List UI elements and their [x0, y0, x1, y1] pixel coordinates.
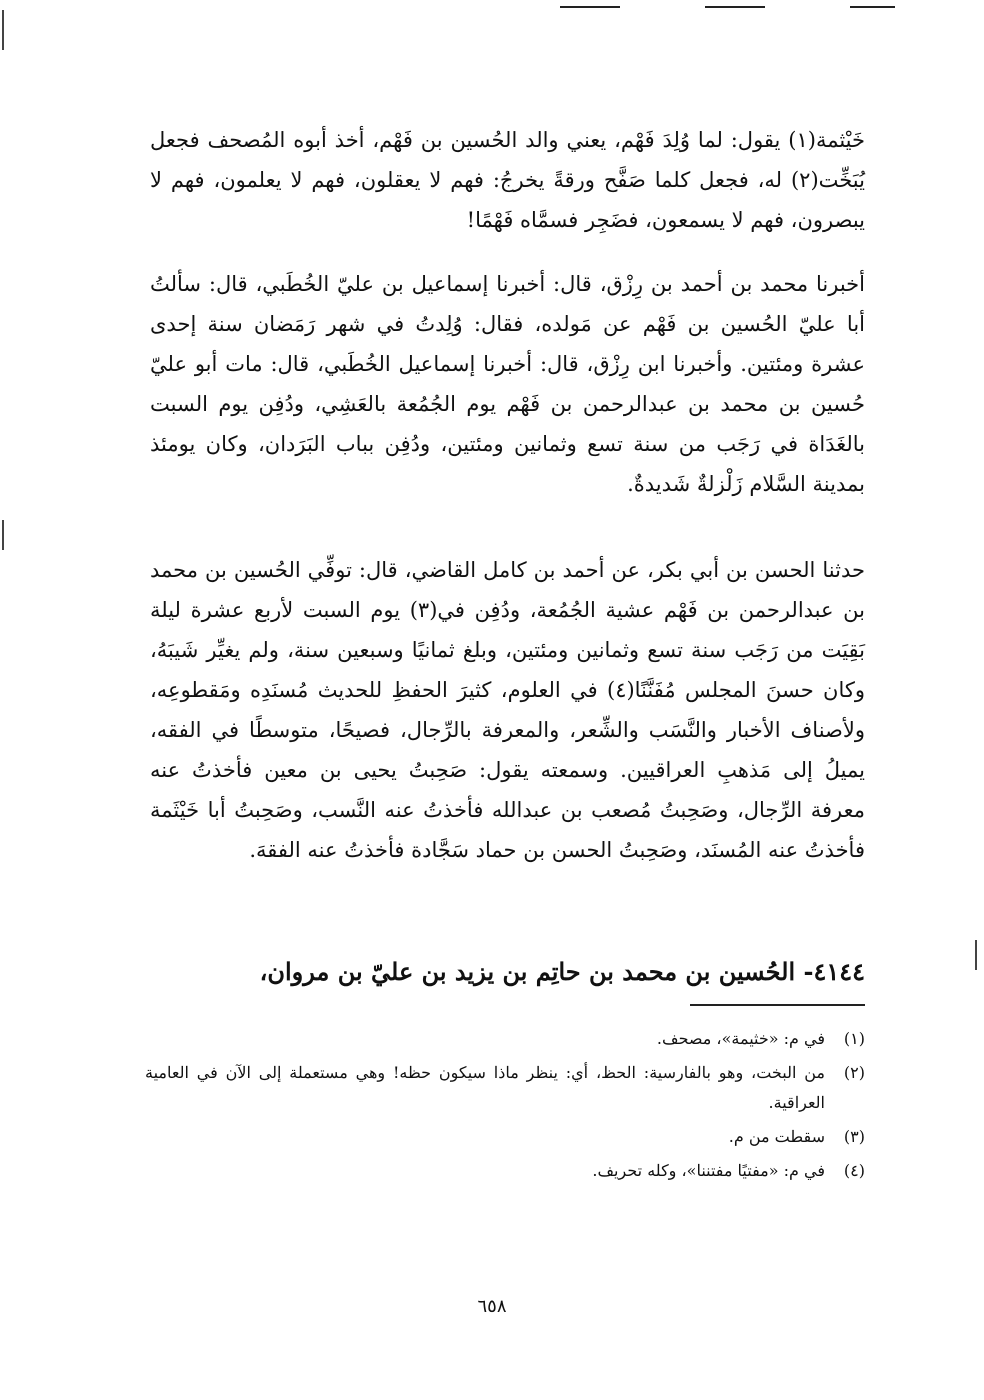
page-number: ٦٥٨ — [477, 1296, 507, 1317]
footnote-number: (١) — [843, 1029, 865, 1048]
body-paragraph: خَيْثمة(١) يقول: لما وُلِدَ فَهْم، يعني والد الحُسين بن فَهْم، أخذ أبوه المُصحف فجعل يُبَخِّت(٢) له، فجعل كلما صَفَّح ورقةً يخرجُ: فهم لا يعقلون، فهم لا يعلمون، فهم لا يبصرون، فهم لا يسمعون، فضَجِر فسمَّاه فَهْمًا! — [150, 128, 865, 232]
entry-heading: ٤١٤٤- الحُسين بن محمد بن حاتِم بن يزيد بن عليّ بن مروان، — [259, 957, 865, 986]
footnote-text: في م: «خثيمة»، مصحف. — [656, 1029, 825, 1048]
footnote-item — [145, 1024, 865, 1054]
body-paragraph: أخبرنا محمد بن أحمد بن رِزْق، قال: أخبرنا إسماعيل بن عليّ الخُطَبي، قال: سألتُ أبا عليّ الحُسين بن فَهْم عن مَولده، فقال: وُلِدتُ في شهر رَمَضان سنة إحدى عشرة ومئتين. وأخبرنا ابن رِزْق، قال: أخبرنا إسماعيل الخُطَبي، قال: مات أبو عليّ حُسين بن محمد بن عبدالرحمن بن فَهْم يوم الجُمُعة بالعَشِي، ودُفِن يوم السبت بالغَدَاة في رَجَب من سنة تسع وثمانين ومئتين، ودُفِن بباب البَرَدان، وكان يومئذ بمدينة السَّلام زَلْزلةٌ شَديدةٌ. — [150, 272, 865, 496]
header-rule — [560, 6, 620, 8]
footnotes — [145, 1024, 865, 1190]
footnote-number: (٣) — [843, 1127, 865, 1146]
body-paragraph: حدثنا الحسن بن أبي بكر، عن أحمد بن كامل القاضي، قال: توفِّي الحُسين بن محمد بن عبدالرحمن بن فَهْم عشية الجُمُعة، ودُفِن في(٣) يوم السبت لأربع عشرة ليلة بَقِيَت من رَجَب سنة تسع وثمانين ومئتين، وبلغ ثمانيًا وسبعين سنة، ولم يغيِّر شَيبَهُ، وكان حسنَ المجلس مُفَنَّنًا(٤) في العلوم، كثيرَ الحفظِ للحديث مُسنَدِه ومَقطوعِه، ولأصناف الأخبار والنَّسَب والشِّعر، والمعرفة بالرِّجال، فصيحًا، متوسطًا في الفقه، يميلُ إلى مَذهبِ العراقيين. وسمعته يقول: صَحِبتُ يحيى بن معين فأخذتُ عنه معرفة الرِّجال، وصَحِبتُ مُصعب بن عبدالله فأخذتُ عنه النَّسب، وصَحِبتُ أبا خَيْثَمة فأخذتُ عنه المُسنَد، وصَحِبتُ الحسن بن حماد سَجَّادة فأخذتُ عنه الفقهَ. — [150, 558, 866, 862]
footnote-number: (٤) — [843, 1161, 865, 1180]
footnote-text: في م: «مفتيًا مفتننا»، وكله تحريف. — [592, 1161, 825, 1180]
footnote-separator — [690, 1004, 865, 1006]
footnote-item — [145, 1156, 865, 1186]
footnote-item — [145, 1122, 865, 1152]
footnote-number: (٢) — [843, 1063, 865, 1082]
header-rule — [850, 6, 895, 8]
scan-edge-mark — [2, 520, 4, 550]
scan-edge-mark — [2, 10, 4, 50]
footnote-text: سقطت من م. — [728, 1127, 825, 1146]
footnote-item — [145, 1058, 865, 1118]
header-rule — [705, 6, 765, 8]
footnote-text: من البخت، وهو بالفارسية: الحظ، أي: ينظر ماذا سيكون حظه! وهي مستعملة إلى الآن في العامية العراقية. — [145, 1063, 825, 1112]
scan-edge-mark — [975, 940, 977, 970]
